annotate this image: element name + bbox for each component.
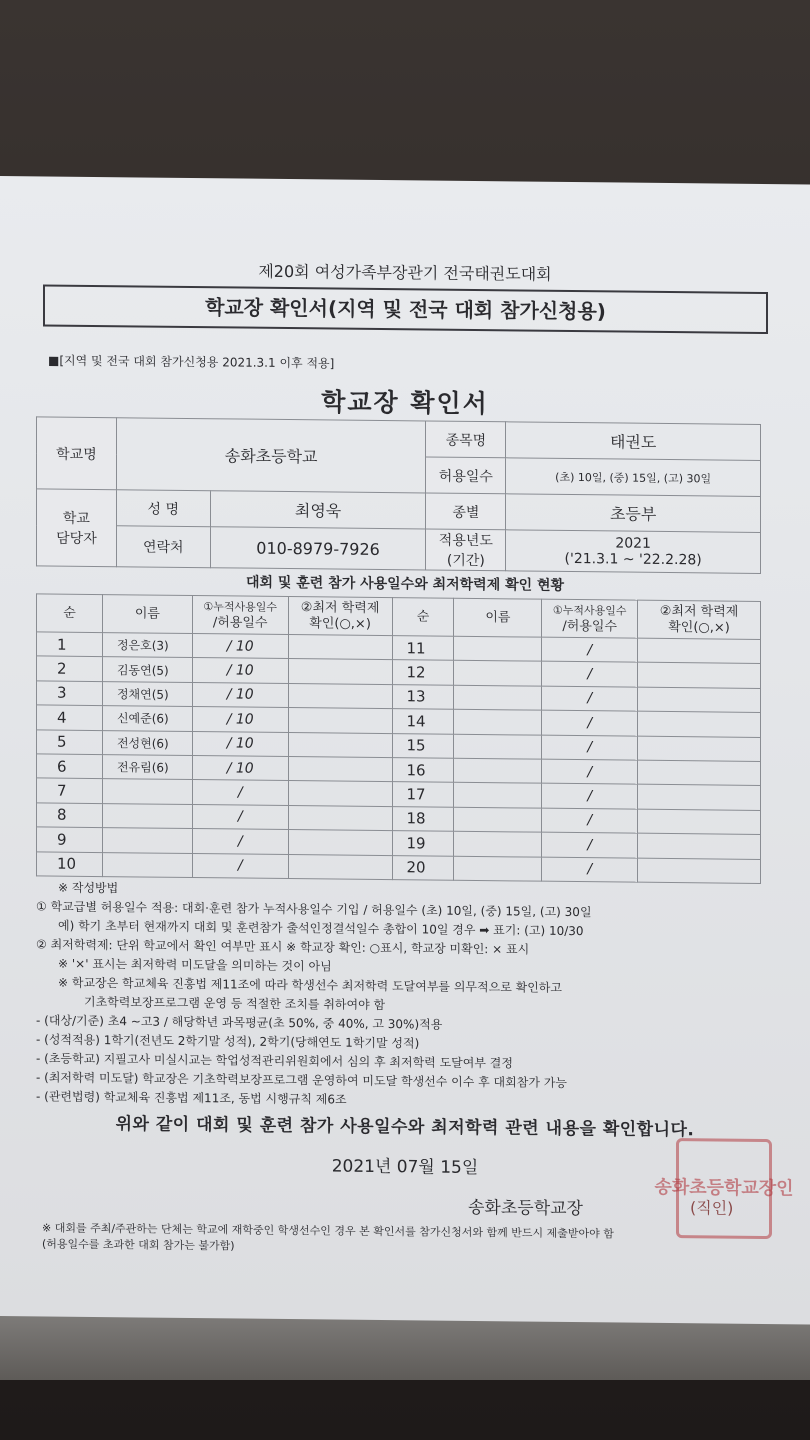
academic-check — [638, 785, 761, 811]
days-used: / — [192, 829, 288, 854]
row-number: 20 — [392, 855, 454, 880]
student-name — [454, 709, 542, 734]
row-number: 7 — [37, 778, 103, 803]
detail-4: - (최저학력 미도달) 학교장은 기초학력보장프로그램 운영하여 미도달 학생선수 이수 후 대회참가 가능 — [36, 1070, 567, 1090]
row-number: 2 — [37, 656, 103, 681]
applicability-note: ■[지역 및 전국 대회 참가신청용 2021.3.1 이후 적용] — [48, 353, 335, 371]
academic-check — [638, 687, 761, 713]
info-table — [36, 416, 761, 574]
academic-check — [288, 805, 392, 830]
row-number: 18 — [392, 806, 454, 831]
student-name — [102, 803, 192, 828]
roster-body — [37, 632, 761, 883]
year-label-line2: (기간) — [446, 552, 485, 570]
days-used: / — [542, 662, 638, 687]
row-number: 4 — [37, 705, 103, 730]
contact-value: 010-8979-7926 — [210, 527, 426, 570]
col-days-left-line1: ①누적사용일수 — [203, 599, 278, 614]
official-seal-stamp: 송화초등학교장인 — [676, 1138, 772, 1239]
event-value: 태권도 — [506, 422, 761, 461]
col-check-left-line2: 확인(○,×) — [309, 615, 371, 632]
academic-check — [638, 638, 761, 664]
contact-label: 연락처 — [116, 526, 210, 568]
school-name: 송화초등학교 — [116, 418, 426, 493]
academic-check — [288, 683, 392, 708]
days-used: / — [192, 853, 288, 878]
footer-line-2: (허용일수를 초과한 대회 참가는 불가함) — [42, 1237, 235, 1253]
row-number: 11 — [392, 636, 454, 661]
academic-check — [638, 736, 761, 762]
roster-table — [36, 593, 761, 883]
row-number: 13 — [392, 684, 454, 709]
academic-check — [638, 809, 761, 835]
academic-check — [638, 833, 761, 859]
allowed-days-label: 허용일수 — [426, 457, 506, 494]
footer-note — [42, 1220, 614, 1258]
col-check-right — [638, 600, 761, 639]
year-value-line1: 2021 — [615, 535, 651, 552]
roster-heading: 대회 및 훈련 참가 사용일수와 최저학력제 확인 현황 — [245, 574, 565, 594]
manager-label — [37, 489, 117, 567]
notes-heading: ※ 작성방법 — [58, 880, 119, 896]
days-used: / 10 — [192, 682, 288, 707]
student-name: 전성현(6) — [102, 730, 192, 755]
manager-label-line1: 학교 — [62, 510, 90, 527]
competition-title: 제20회 여성가족부장관기 전국태권도대회 — [258, 261, 552, 284]
days-used: / — [542, 686, 638, 711]
academic-check — [638, 711, 761, 737]
col-no-right: 순 — [392, 598, 454, 637]
student-name: 김동연(5) — [102, 657, 192, 682]
student-name: 정채연(5) — [102, 681, 192, 706]
student-name — [454, 783, 542, 808]
days-used: / — [542, 832, 638, 857]
student-name — [454, 685, 542, 710]
col-check-right-line1: ②최저 학력제 — [659, 603, 739, 620]
detail-2: - (성적적용) 1학기(전년도 2학기말 성적), 2학기(당해연도 1학기말 성적) — [36, 1032, 420, 1051]
row-number: 15 — [392, 733, 454, 758]
col-days-right-line1: ①누적사용일수 — [552, 603, 627, 618]
days-used: / 10 — [192, 658, 288, 683]
col-days-right — [542, 599, 638, 638]
detail-1: - (대상/기준) 초4 ~고3 / 해당학년 과목평균(초 50%, 중 40%, 고 30%)적용 — [36, 1013, 443, 1032]
form-title: 학교장 확인서(지역 및 전국 대회 참가신청용) — [205, 295, 606, 324]
student-name — [102, 779, 192, 804]
manager-label-line2: 담당자 — [56, 530, 97, 548]
row-number: 1 — [37, 632, 103, 657]
name-value: 최영욱 — [210, 491, 426, 529]
academic-check — [288, 756, 392, 781]
days-used: / — [542, 808, 638, 833]
note-3: ※ '×' 표시는 최저학력 미도달을 의미하는 것이 아님 — [58, 956, 332, 974]
student-name — [102, 828, 192, 853]
academic-check — [288, 659, 392, 684]
academic-check — [638, 663, 761, 689]
footer-line-1: ※ 대회를 주최/주관하는 단체는 학교에 재학중인 학생선수인 경우 본 확인서를 참가신청서와 함께 반드시 제출받아야 함 — [42, 1221, 614, 1241]
note-4: ※ 학교장은 학교체육 진흥법 제11조에 따라 학생선수 최저학력 도달여부를 의무적으로 확인하고 — [58, 975, 562, 995]
academic-check — [288, 732, 392, 757]
year-label-line1: 적용년도 — [438, 532, 493, 550]
detail-5: - (관련법령) 학교체육 진흥법 제11조, 동법 시행규칙 제6조 — [36, 1089, 347, 1107]
academic-check — [288, 781, 392, 806]
col-days-left — [192, 596, 288, 635]
row-number: 16 — [392, 758, 454, 783]
days-used: / — [192, 804, 288, 829]
row-number: 3 — [37, 681, 103, 706]
row-number: 12 — [392, 660, 454, 685]
academic-check — [288, 854, 392, 879]
event-label: 종목명 — [426, 421, 506, 458]
row-number: 9 — [37, 827, 103, 852]
student-name — [454, 758, 542, 783]
days-used: / — [542, 784, 638, 809]
student-name — [454, 636, 542, 661]
row-number: 17 — [392, 782, 454, 807]
academic-check — [288, 708, 392, 733]
days-used: / — [542, 759, 638, 784]
year-value-line2: ('21.3.1 ~ '22.2.28) — [564, 550, 702, 569]
detail-3: - (초등학교) 지필고사 미실시교는 학업성적관리위원회에서 심의 후 최저학력 도달여부 결정 — [36, 1051, 513, 1071]
col-check-right-line2: 확인(○,×) — [668, 619, 730, 636]
year-label — [426, 529, 506, 571]
student-name — [454, 831, 542, 856]
row-number: 10 — [37, 851, 103, 876]
academic-check — [288, 635, 392, 660]
days-used: / — [192, 780, 288, 805]
student-name — [454, 856, 542, 881]
col-name-right: 이름 — [454, 598, 542, 637]
form-title-box — [43, 284, 768, 334]
confirmation-statement: 위와 같이 대회 및 훈련 참가 사용일수와 최저학력 관련 내용을 확인합니다. — [115, 1114, 695, 1141]
division-value: 초등부 — [506, 494, 761, 533]
writing-instructions — [36, 878, 766, 1114]
confirmation-date: 2021년 07월 15일 — [331, 1156, 479, 1179]
year-value — [506, 530, 761, 574]
academic-check — [638, 858, 761, 884]
col-days-left-line2: /허용일수 — [212, 614, 268, 631]
name-label: 성 명 — [116, 490, 210, 527]
days-used: / — [542, 735, 638, 760]
row-number: 8 — [37, 803, 103, 828]
days-used: / 10 — [192, 755, 288, 780]
allowed-days-value: (초) 10일, (중) 15일, (고) 30일 — [506, 458, 761, 497]
row-number: 19 — [392, 831, 454, 856]
note-1: ① 학교급별 허용일수 적용: 대회·훈련 참가 누적사용일수 기입 / 허용일수 (초) 10일, (중) 15일, (고) 30일 — [36, 899, 592, 920]
col-days-right-line2: /허용일수 — [562, 618, 618, 634]
student-name — [454, 734, 542, 759]
days-used: / — [542, 857, 638, 882]
student-name: 정은호(3) — [102, 633, 192, 658]
days-used: / — [542, 637, 638, 662]
days-used: / — [542, 710, 638, 735]
row-number: 6 — [37, 754, 103, 779]
principal-name: 송화초등학교장 — [468, 1197, 583, 1220]
student-name: 전유림(6) — [102, 755, 192, 780]
days-used: / 10 — [192, 731, 288, 756]
days-used: / 10 — [192, 634, 288, 659]
row-number: 14 — [392, 709, 454, 734]
student-name — [454, 807, 542, 832]
seal-label: (직인) — [690, 1198, 734, 1218]
col-no-left: 순 — [37, 594, 103, 633]
student-name: 신예준(6) — [102, 706, 192, 731]
main-title: 학교장 확인서 — [321, 387, 489, 419]
document-page — [0, 176, 810, 1324]
academic-check — [638, 760, 761, 786]
note-4-cont: 기초학력보장프로그램 운영 등 적절한 조치를 취하여야 함 — [84, 994, 386, 1013]
days-used: / 10 — [192, 707, 288, 732]
col-check-left-line1: ②최저 학력제 — [300, 599, 380, 616]
note-1-example: 예) 학기 초부터 현재까지 대회 및 훈련참가 출석인정결석일수 총합이 10일 경우 ➡ 표기: (고) 10/30 — [58, 918, 584, 939]
col-check-left — [288, 597, 392, 636]
student-name — [454, 661, 542, 686]
academic-check — [288, 830, 392, 855]
note-2: ② 최저학력제: 단위 학교에서 확인 여부만 표시 ※ 학교장 확인: ○표시, 학교장 미확인: × 표시 — [36, 937, 530, 957]
student-name — [102, 852, 192, 877]
col-name-left: 이름 — [102, 595, 192, 634]
division-label: 종별 — [426, 493, 506, 530]
school-label: 학교명 — [37, 417, 117, 490]
row-number: 5 — [37, 729, 103, 754]
